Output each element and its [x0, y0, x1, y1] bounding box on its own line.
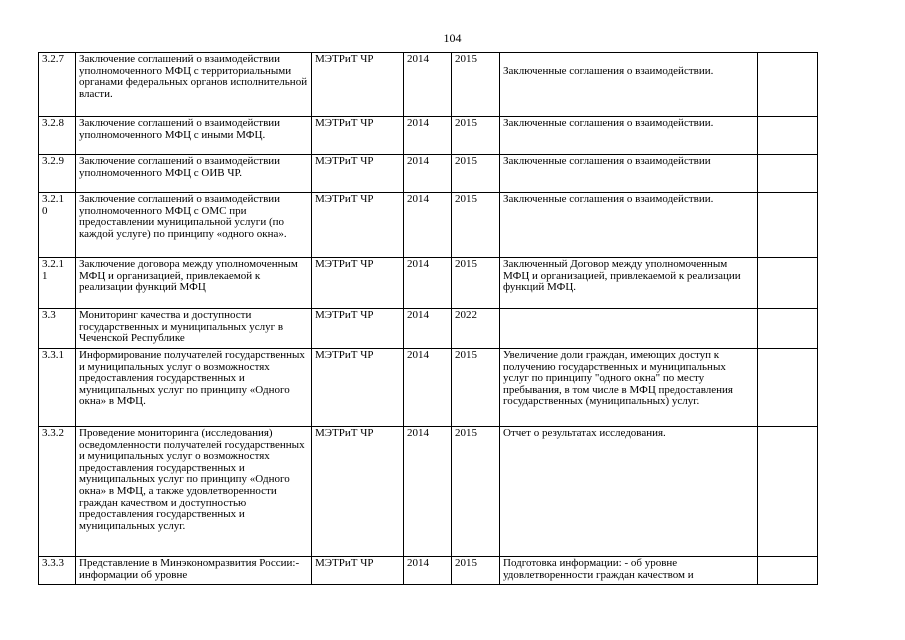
- expected-result-text: Увеличение доли граждан, имеющих доступ к получению государственных и муниципальных услуг по принципу "одного окна" по месту пребывания, в том числе в МФЦ предоставления государственных (муниципальных) услуг.: [503, 349, 733, 408]
- start-year-text: 2014: [407, 309, 429, 321]
- end-year-cell: [452, 117, 500, 155]
- responsible-organization-text: МЭТРиТ ЧР: [315, 349, 374, 361]
- activities-table-body: [39, 53, 818, 585]
- notes-cell: [758, 309, 818, 349]
- notes-cell: [758, 557, 818, 585]
- activity-description-text: Информирование получателей государственных и муниципальных услуг о возможностях предоставления государственных и муниципальных услуг по принципу «Одного окна» в МФЦ.: [79, 349, 305, 408]
- item-number-text: 3.2.7: [42, 53, 64, 65]
- responsible-organization-text: МЭТРиТ ЧР: [315, 258, 374, 270]
- start-year-text: 2014: [407, 349, 429, 361]
- responsible-organization-cell: [312, 309, 404, 349]
- start-year-text: 2014: [407, 155, 429, 167]
- item-number-text: 3.2.1 1: [42, 258, 64, 282]
- table-row: [39, 309, 818, 349]
- notes-cell: [758, 427, 818, 557]
- item-number-cell: [39, 53, 76, 117]
- item-number-cell: [39, 258, 76, 309]
- item-number-cell: [39, 427, 76, 557]
- activity-description-text: Заключение соглашений о взаимодействии уполномоченного МФЦ с ОМС при предоставлении муниципальной услуги (по каждой услуге) по принципу «одного окна».: [79, 193, 287, 240]
- expected-result-cell: [500, 155, 758, 193]
- expected-result-cell: [500, 53, 758, 117]
- table-row: [39, 557, 818, 585]
- end-year-text: 2015: [455, 258, 477, 270]
- responsible-organization-cell: [312, 349, 404, 427]
- responsible-organization-cell: [312, 155, 404, 193]
- item-number-cell: [39, 309, 76, 349]
- activity-description-text: Заключение соглашений о взаимодействии уполномоченного МФЦ с ОИВ ЧР.: [79, 155, 281, 179]
- start-year-cell: [404, 117, 452, 155]
- item-number-cell: [39, 557, 76, 585]
- end-year-cell: [452, 258, 500, 309]
- expected-result-cell: [500, 258, 758, 309]
- end-year-cell: [452, 557, 500, 585]
- item-number-cell: [39, 193, 76, 258]
- table-row: [39, 53, 818, 117]
- end-year-cell: [452, 349, 500, 427]
- page-number: 104: [443, 31, 462, 45]
- activity-description-text: Заключение договора между уполномоченным МФЦ и организацией, привлекаемой к реализации функций МФЦ: [79, 258, 298, 294]
- expected-result-text: Подготовка информации: - об уровне удовлетворенности граждан качеством и: [503, 557, 694, 581]
- responsible-organization-cell: [312, 427, 404, 557]
- expected-result-text: Заключенные соглашения о взаимодействии.: [503, 117, 714, 129]
- start-year-text: 2014: [407, 258, 429, 270]
- expected-result-cell: [500, 117, 758, 155]
- end-year-cell: [452, 193, 500, 258]
- activity-description-cell: [76, 193, 312, 258]
- responsible-organization-text: МЭТРиТ ЧР: [315, 117, 374, 129]
- item-number-text: 3.2.9: [42, 155, 64, 167]
- end-year-cell: [452, 155, 500, 193]
- notes-cell: [758, 117, 818, 155]
- end-year-text: 2015: [455, 117, 477, 129]
- start-year-cell: [404, 53, 452, 117]
- expected-result-cell: [500, 349, 758, 427]
- expected-result-cell: [500, 557, 758, 585]
- activity-description-cell: [76, 117, 312, 155]
- responsible-organization-text: МЭТРиТ ЧР: [315, 309, 374, 321]
- item-number-text: 3.3.2: [42, 427, 64, 439]
- expected-result-cell: [500, 309, 758, 349]
- expected-result-text: Заключенные соглашения о взаимодействии: [503, 155, 711, 167]
- end-year-cell: [452, 427, 500, 557]
- table-row: [39, 193, 818, 258]
- activity-description-text: Мониторинг качества и доступности государственных и муниципальных услуг в Чеченской Республике: [79, 309, 284, 345]
- start-year-cell: [404, 309, 452, 349]
- end-year-text: 2015: [455, 557, 477, 569]
- end-year-cell: [452, 309, 500, 349]
- end-year-text: 2015: [455, 155, 477, 167]
- activity-description-cell: [76, 53, 312, 117]
- start-year-cell: [404, 557, 452, 585]
- activity-description-text: Заключение соглашений о взаимодействии уполномоченного МФЦ с территориальными органами федеральных органов исполнительной власти.: [79, 53, 308, 100]
- notes-cell: [758, 155, 818, 193]
- activities-table: [38, 52, 818, 585]
- table-row: [39, 155, 818, 193]
- item-number-text: 3.2.8: [42, 117, 64, 129]
- responsible-organization-text: МЭТРиТ ЧР: [315, 427, 374, 439]
- activity-description-text: Представление в Минэкономразвития России:- информации об уровне: [79, 557, 300, 581]
- expected-result-text: Отчет о результатах исследования.: [503, 427, 666, 439]
- responsible-organization-text: МЭТРиТ ЧР: [315, 53, 374, 65]
- responsible-organization-text: МЭТРиТ ЧР: [315, 557, 374, 569]
- start-year-text: 2014: [407, 427, 429, 439]
- start-year-cell: [404, 155, 452, 193]
- start-year-text: 2014: [407, 117, 429, 129]
- activity-description-text: Заключение соглашений о взаимодействии уполномоченного МФЦ с иными МФЦ.: [79, 117, 281, 141]
- item-number-cell: [39, 155, 76, 193]
- activity-description-cell: [76, 557, 312, 585]
- table-row: [39, 427, 818, 557]
- start-year-text: 2014: [407, 193, 429, 205]
- table-row: [39, 117, 818, 155]
- item-number-text: 3.3: [42, 309, 56, 321]
- responsible-organization-cell: [312, 557, 404, 585]
- table-row: [39, 258, 818, 309]
- expected-result-text: Заключенные соглашения о взаимодействии.: [503, 64, 714, 77]
- notes-cell: [758, 349, 818, 427]
- table-row: [39, 349, 818, 427]
- start-year-cell: [404, 258, 452, 309]
- item-number-text: 3.3.1: [42, 349, 64, 361]
- expected-result-text: Заключенный Договор между уполномоченным МФЦ и организацией, привлекаемой к реализации функций МФЦ.: [503, 258, 741, 294]
- responsible-organization-cell: [312, 258, 404, 309]
- expected-result-text: Заключенные соглашения о взаимодействии.: [503, 193, 714, 205]
- item-number-cell: [39, 349, 76, 427]
- end-year-text: 2015: [455, 349, 477, 361]
- start-year-text: 2014: [407, 557, 429, 569]
- responsible-organization-cell: [312, 53, 404, 117]
- item-number-cell: [39, 117, 76, 155]
- start-year-cell: [404, 349, 452, 427]
- expected-result-cell: [500, 193, 758, 258]
- end-year-text: 2022: [455, 309, 477, 321]
- responsible-organization-text: МЭТРиТ ЧР: [315, 193, 374, 205]
- expected-result-cell: [500, 427, 758, 557]
- activity-description-text: Проведение мониторинга (исследования) осведомленности получателей государственных и муниципальных услуг о возможностях предоставления государственных и муниципальных услуг по принципу «Одного окна» в МФЦ, а также удовлетворенности граждан качеством и доступностью предоставления государственных и муниципальных услуг.: [79, 427, 305, 532]
- item-number-text: 3.2.1 0: [42, 193, 64, 217]
- start-year-text: 2014: [407, 53, 429, 65]
- activity-description-cell: [76, 427, 312, 557]
- end-year-text: 2015: [455, 427, 477, 439]
- end-year-cell: [452, 53, 500, 117]
- notes-cell: [758, 258, 818, 309]
- responsible-organization-cell: [312, 117, 404, 155]
- responsible-organization-text: МЭТРиТ ЧР: [315, 155, 374, 167]
- start-year-cell: [404, 427, 452, 557]
- notes-cell: [758, 53, 818, 117]
- end-year-text: 2015: [455, 53, 477, 65]
- responsible-organization-cell: [312, 193, 404, 258]
- activity-description-cell: [76, 155, 312, 193]
- item-number-text: 3.3.3: [42, 557, 64, 569]
- start-year-cell: [404, 193, 452, 258]
- activity-description-cell: [76, 309, 312, 349]
- notes-cell: [758, 193, 818, 258]
- activity-description-cell: [76, 258, 312, 309]
- end-year-text: 2015: [455, 193, 477, 205]
- activity-description-cell: [76, 349, 312, 427]
